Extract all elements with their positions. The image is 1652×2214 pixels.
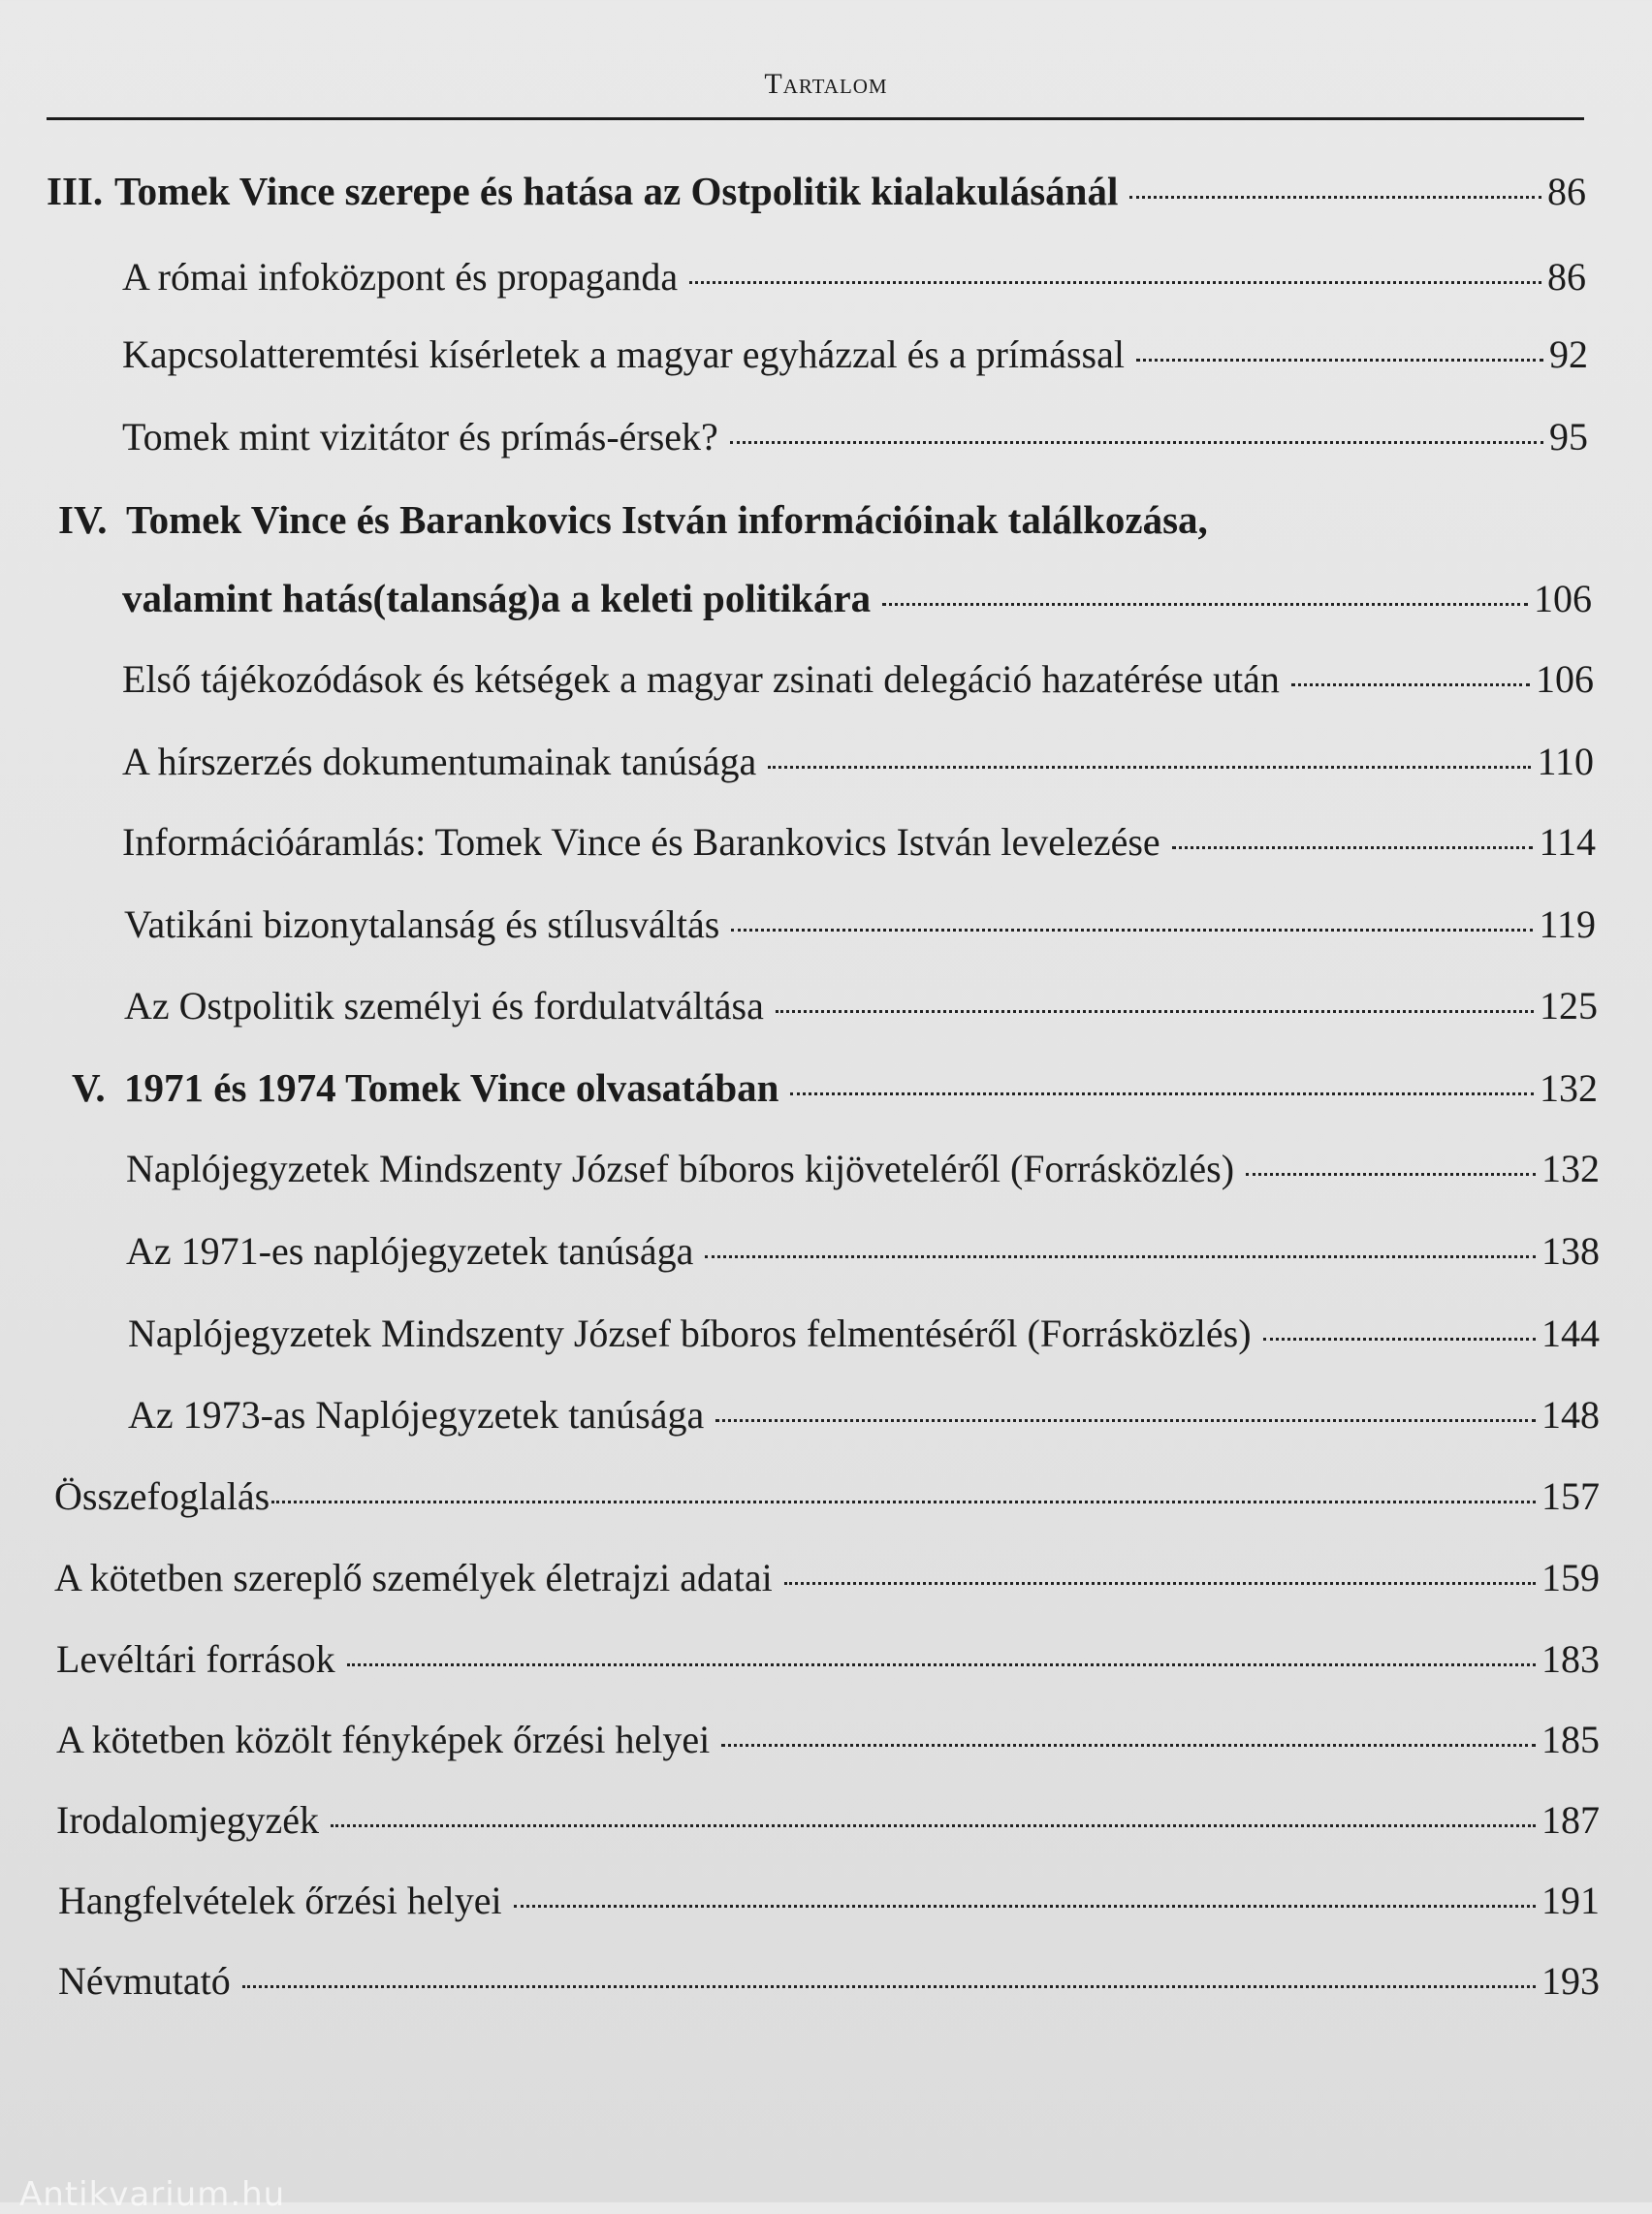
dot-leader [705,1255,1536,1258]
toc-entry-title: Tomek mint vizitátor és prímás-érsek? [122,415,718,459]
toc-entry-title: Naplójegyzetek Mindszenty József bíboros kijöveteléről (Forrásközlés) [126,1147,1235,1190]
toc-page-number: 159 [1541,1556,1600,1599]
toc-page-number: 148 [1541,1393,1600,1437]
dot-leader [776,1010,1534,1013]
toc-section [122,819,1596,865]
toc-chapter-iv [58,496,1571,543]
toc-entry-title: Tomek Vince szerepe és hatása az Ostpolitik kialakulásánál [114,169,1119,213]
toc-section [122,656,1594,702]
toc-page-number: 191 [1541,1879,1600,1922]
dot-leader [347,1663,1536,1666]
toc-section [122,332,1588,377]
toc-page-number: 193 [1541,1959,1600,2003]
toc-entry-title: Összefoglalás [54,1474,270,1518]
toc-entry-title: A hírszerzés dokumentumainak tanúsága [122,740,757,783]
toc-entry-title: 1971 és 1974 Tomek Vince olvasatában [124,1065,779,1110]
toc-back-matter [56,1636,1600,1682]
toc-section [128,1311,1600,1356]
dot-leader [1172,846,1534,849]
dot-leader [768,766,1531,769]
toc-entry-title: Levéltári források [56,1637,335,1681]
toc-chapter-iv-continued [122,575,1592,621]
toc-entry-title: Vatikáni bizonytalanság és stílusváltás [124,902,720,946]
toc-entry-title: Irodalomjegyzék [56,1798,319,1842]
toc-page-number: 106 [1536,657,1594,701]
toc-page-number: 144 [1541,1312,1600,1355]
toc-page-number: 95 [1549,415,1588,459]
toc-entry-title: Az 1971-es naplójegyzetek tanúsága [126,1229,694,1273]
toc-page-number: 86 [1547,255,1586,299]
toc-entry-title: Az Ostpolitik személyi és fordulatváltása [124,984,764,1028]
toc-page-number: 138 [1541,1229,1600,1273]
toc-entry-title: Az 1973-as Naplójegyzetek tanúsága [128,1393,705,1437]
dot-leader [514,1905,1536,1908]
dot-leader [242,1985,1536,1988]
toc-entry-title: A római infoközpont és propaganda [122,255,679,299]
toc-page-number: 86 [1547,170,1586,213]
toc-section [126,1146,1600,1191]
toc-page-number: 106 [1534,577,1592,620]
toc-entry-title-continued: valamint hatás(talanság)a a keleti politikára [122,576,872,620]
toc-page-number: 132 [1540,1066,1598,1110]
toc-page-number: 119 [1539,902,1596,946]
toc-page-number: 92 [1549,332,1588,376]
dot-leader [882,603,1528,606]
toc-entry-title: Információáramlás: Tomek Vince és Barankovics István levelezése [122,820,1160,864]
toc-back-matter [58,1958,1600,2004]
toc-entry-title: Hangfelvételek őrzési helyei [58,1879,502,1922]
dot-leader [689,281,1541,284]
toc-section [126,1228,1600,1274]
dot-leader [790,1092,1534,1095]
toc-page-number: 132 [1541,1147,1600,1190]
chapter-number: IV. [58,497,108,542]
toc-section [122,414,1588,459]
toc-page-number: 185 [1541,1718,1600,1761]
toc-page-number: 183 [1541,1637,1600,1681]
dot-leader [731,929,1533,932]
dot-leader [721,1744,1536,1747]
toc-section [122,739,1594,784]
toc-back-matter [54,1555,1600,1600]
dot-leader [1291,683,1530,686]
toc-page-number: 110 [1537,740,1594,783]
chapter-number: III. [47,169,104,213]
toc-back-matter [58,1878,1600,1923]
toc-entry-title: Tomek Vince és Barankovics István információinak találkozása, [126,497,1208,542]
dot-leader [1129,196,1541,199]
header-rule [47,117,1584,120]
toc-page-number: 187 [1541,1798,1600,1842]
dot-leader [271,1501,1536,1503]
toc-page-number: 125 [1540,984,1598,1028]
toc-back-matter [56,1797,1600,1843]
running-header: Tartalom [764,68,888,100]
toc-entry-title: A kötetben szereplő személyek életrajzi adatai [54,1556,773,1599]
dot-leader [784,1582,1536,1585]
toc-back-matter [54,1473,1600,1519]
toc-back-matter [56,1717,1600,1762]
toc-entry-title: Kapcsolatteremtési kísérletek a magyar egyházzal és a prímással [122,332,1125,376]
toc-section [124,983,1598,1028]
chapter-number: V. [72,1065,106,1110]
toc-chapter-iii [47,168,1586,214]
toc-section [124,901,1596,947]
dot-leader [715,1419,1536,1422]
dot-leader [331,1824,1536,1827]
toc-entry-title: Névmutató [58,1959,231,2003]
toc-page-number: 157 [1541,1474,1600,1518]
toc-section [128,1392,1600,1438]
watermark: Antikvarium.hu [19,2175,286,2214]
dot-leader [730,441,1543,444]
toc-entry-title: A kötetben közölt fényképek őrzési helyei [56,1718,711,1761]
toc-entry-title: Naplójegyzetek Mindszenty József bíboros felmentéséről (Forrásközlés) [128,1312,1252,1355]
toc-section [122,254,1586,300]
toc-chapter-v [72,1064,1598,1111]
toc-entry-title: Első tájékozódások és kétségek a magyar zsinati delegáció hazatérése után [122,657,1280,701]
dot-leader [1136,359,1543,362]
dot-leader [1263,1338,1536,1341]
dot-leader [1246,1173,1536,1176]
toc-page-number: 114 [1539,820,1596,864]
